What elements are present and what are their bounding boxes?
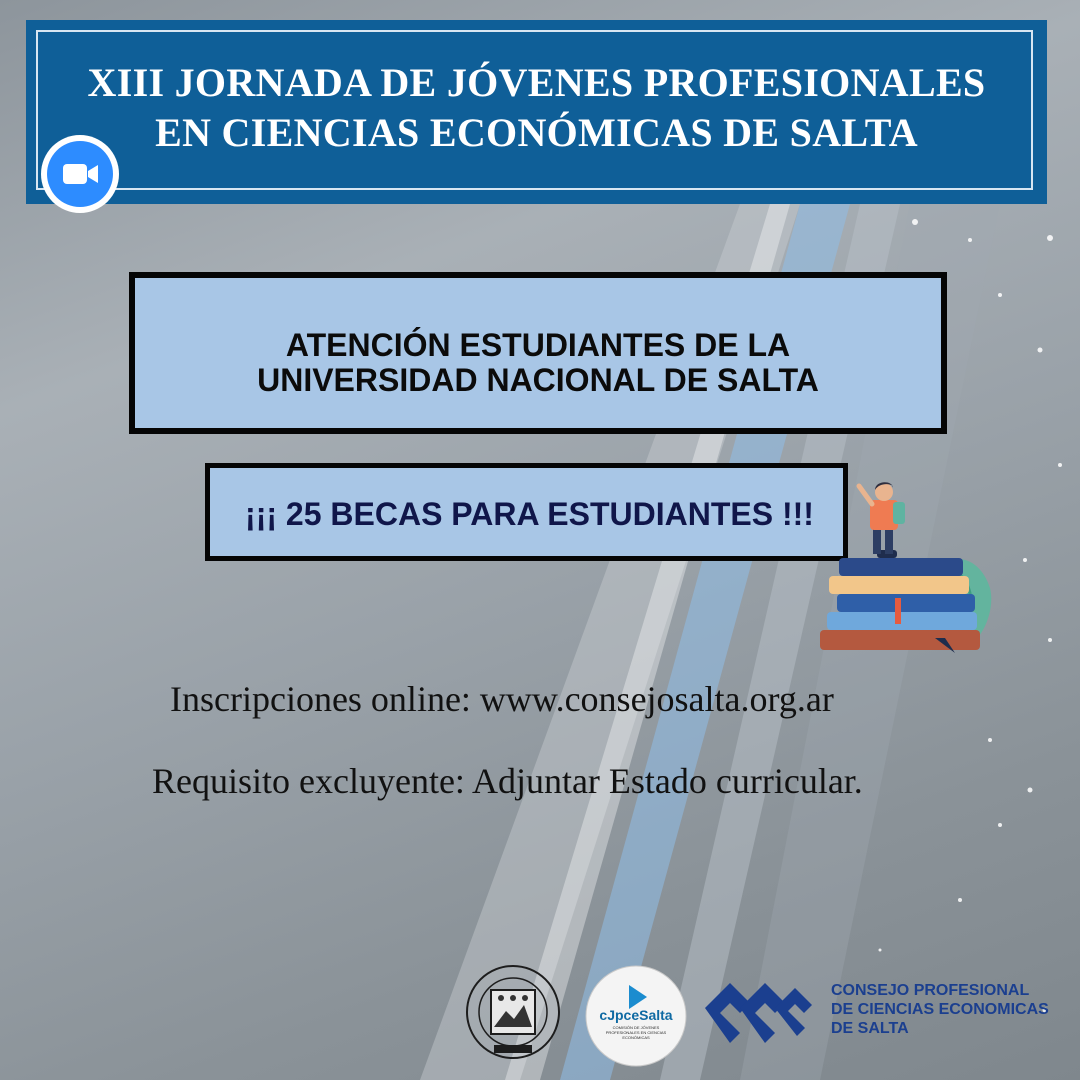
notice-heading [135,328,941,398]
notice-line-1: ATENCIÓN ESTUDIANTES DE LA [285,327,791,363]
registration-text: Inscripciones online: www.consejosalta.org.ar [170,679,834,719]
event-title-line-1: XIII JORNADA DE JÓVENES PROFESIONALES [87,60,986,105]
scholarships-box [205,463,848,561]
cpce-line-1: CONSEJO PROFESIONAL [831,982,1030,999]
notice-box [129,272,947,434]
zoom-video-icon [41,135,119,213]
notice-line-2: UNIVERSIDAD NACIONAL DE SALTA [257,362,819,398]
student-on-books-illustration [815,478,1005,663]
requirement-text: Requisito excluyente: Adjuntar Estado curricular. [152,761,863,801]
event-title-line-2: EN CIENCIAS ECONÓMICAS DE SALTA [155,110,918,155]
cjpce-logo [585,965,687,1067]
faculty-seal-logo [454,965,572,1060]
cpce-line-2: DE CIENCIAS ECONOMICAS [831,1001,1049,1018]
cjpce-subtitle: COMISIÓN DE JÓVENES PROFESIONALES EN CIENCIAS ECONÓMICAS [605,1025,667,1040]
event-title [26,58,1047,158]
header-banner [26,20,1047,204]
cpce-name [831,981,1049,1038]
cpce-line-3: DE SALTA [831,1020,909,1037]
scholarships-text: ¡¡¡ 25 BECAS PARA ESTUDIANTES !!! [245,496,814,532]
cpce-logo [700,968,815,1048]
cjpce-name: cJpceSalta [599,1007,673,1023]
